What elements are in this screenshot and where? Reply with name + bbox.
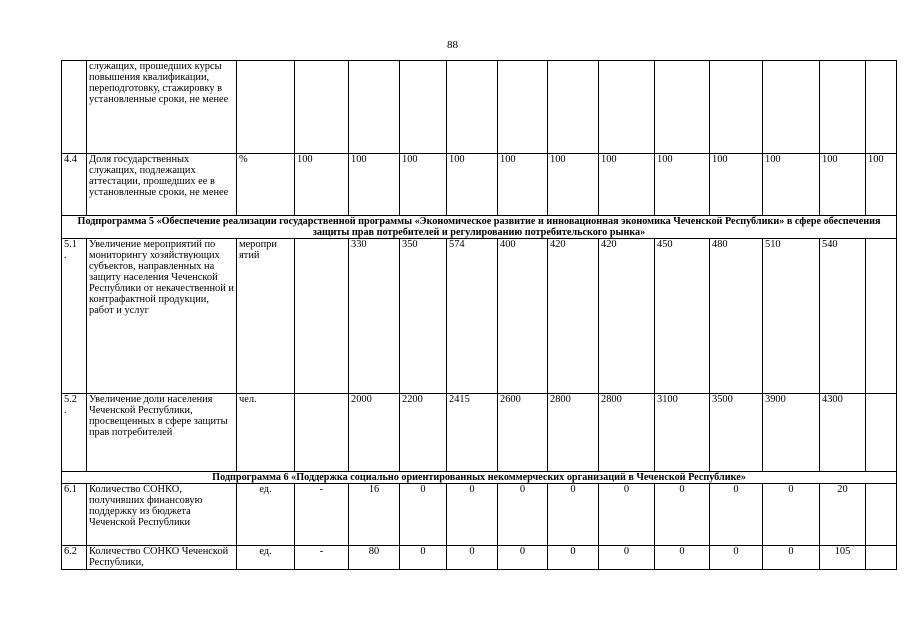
- value-cell: 0: [763, 546, 820, 570]
- row-number: 5.2 .: [62, 394, 87, 472]
- table-row: [62, 154, 897, 216]
- indicator-name: Доля государственных служащих, подлежащих аттестации, прошедших ее в установленные сроки, не менее: [87, 154, 237, 216]
- value-cell: 100: [763, 154, 820, 216]
- value-cell: 0: [655, 546, 710, 570]
- value-cell: 105: [820, 546, 866, 570]
- value-cell: 100: [655, 154, 710, 216]
- unit-cell: ед.: [237, 484, 295, 546]
- value-cell: 3100: [655, 394, 710, 472]
- value-cell: 100: [498, 154, 548, 216]
- value-cell: [498, 61, 548, 154]
- value-cell: 100: [866, 154, 897, 216]
- value-cell: 420: [548, 239, 599, 394]
- value-cell: 0: [655, 484, 710, 546]
- value-cell: 100: [548, 154, 599, 216]
- value-cell: 2800: [599, 394, 655, 472]
- indicator-name: Количество СОНКО Чеченской Республики,: [87, 546, 237, 570]
- indicator-name: Увеличение мероприятий по мониторингу хозяйствующих субъектов, направленных на защиту населения Чеченской Республики от некачественной и контрафактной продукции, работ и услуг: [87, 239, 237, 394]
- value-cell: 100: [820, 154, 866, 216]
- row-number: 6.2: [62, 546, 87, 570]
- value-cell: [866, 394, 897, 472]
- value-cell: 100: [349, 154, 400, 216]
- table-row: [62, 61, 897, 154]
- row-number: 4.4: [62, 154, 87, 216]
- value-cell: [866, 61, 897, 154]
- value-cell: 100: [447, 154, 498, 216]
- value-cell: 16: [349, 484, 400, 546]
- value-cell: 0: [548, 484, 599, 546]
- value-cell: -: [295, 484, 349, 546]
- value-cell: [710, 61, 763, 154]
- value-cell: 0: [548, 546, 599, 570]
- value-cell: 0: [599, 546, 655, 570]
- unit-cell: ед.: [237, 546, 295, 570]
- value-cell: 0: [763, 484, 820, 546]
- table-row: [62, 484, 897, 546]
- value-cell: 3500: [710, 394, 763, 472]
- value-cell: 2415: [447, 394, 498, 472]
- unit-cell: %: [237, 154, 295, 216]
- indicators-table: [61, 60, 897, 570]
- value-cell: 420: [599, 239, 655, 394]
- value-cell: 2000: [349, 394, 400, 472]
- table-row: [62, 394, 897, 472]
- value-cell: 480: [710, 239, 763, 394]
- table-row: [62, 546, 897, 570]
- value-cell: [866, 546, 897, 570]
- row-number: 5.1 .: [62, 239, 87, 394]
- value-cell: 0: [447, 484, 498, 546]
- unit-cell: меропри ятий: [237, 239, 295, 394]
- indicator-name: Количество СОНКО, получивших финансовую поддержку из бюджета Чеченской Республики: [87, 484, 237, 546]
- value-cell: [400, 61, 447, 154]
- row-number: 6.1: [62, 484, 87, 546]
- section-header-row: [62, 216, 897, 239]
- value-cell: 100: [400, 154, 447, 216]
- value-cell: 0: [710, 484, 763, 546]
- value-cell: 20: [820, 484, 866, 546]
- value-cell: 350: [400, 239, 447, 394]
- value-cell: 2200: [400, 394, 447, 472]
- value-cell: [295, 61, 349, 154]
- value-cell: [763, 61, 820, 154]
- value-cell: [295, 394, 349, 472]
- unit-cell: [237, 61, 295, 154]
- value-cell: 100: [599, 154, 655, 216]
- value-cell: 100: [710, 154, 763, 216]
- value-cell: 540: [820, 239, 866, 394]
- row-number: [62, 61, 87, 154]
- value-cell: [820, 61, 866, 154]
- section-header-row: [62, 472, 897, 484]
- value-cell: 330: [349, 239, 400, 394]
- value-cell: 0: [599, 484, 655, 546]
- value-cell: 0: [498, 484, 548, 546]
- value-cell: [866, 239, 897, 394]
- value-cell: [548, 61, 599, 154]
- value-cell: [866, 484, 897, 546]
- value-cell: 0: [400, 484, 447, 546]
- table-row: [62, 239, 897, 394]
- value-cell: 3900: [763, 394, 820, 472]
- value-cell: 0: [447, 546, 498, 570]
- subprogram-title: Подпрограмма 5 «Обеспечение реализации государственной программы «Экономическое развитие и инновационная экономика Чеченской Республики» в сфере обеспечения защиты прав потребителей и регулированию потребительского рынка»: [62, 216, 897, 239]
- value-cell: [655, 61, 710, 154]
- value-cell: 510: [763, 239, 820, 394]
- value-cell: 2600: [498, 394, 548, 472]
- value-cell: [349, 61, 400, 154]
- value-cell: [295, 239, 349, 394]
- subprogram-title: Подпрограмма 6 «Поддержка социально ориентированных некоммерческих организаций в Чеченской Республике»: [62, 472, 897, 484]
- value-cell: 574: [447, 239, 498, 394]
- value-cell: 0: [498, 546, 548, 570]
- indicator-name: Увеличение доли населения Чеченской Республики, просвещенных в сфере защиты прав потребителей: [87, 394, 237, 472]
- value-cell: 100: [295, 154, 349, 216]
- value-cell: 80: [349, 546, 400, 570]
- value-cell: [447, 61, 498, 154]
- page-number: 88: [447, 39, 458, 51]
- value-cell: 0: [400, 546, 447, 570]
- value-cell: 450: [655, 239, 710, 394]
- unit-cell: чел.: [237, 394, 295, 472]
- value-cell: -: [295, 546, 349, 570]
- value-cell: 2800: [548, 394, 599, 472]
- value-cell: 4300: [820, 394, 866, 472]
- indicator-name: служащих, прошедших курсы повышения квалификации, переподготовку, стажировку в установленные сроки, не менее: [87, 61, 237, 154]
- value-cell: 400: [498, 239, 548, 394]
- value-cell: [599, 61, 655, 154]
- value-cell: 0: [710, 546, 763, 570]
